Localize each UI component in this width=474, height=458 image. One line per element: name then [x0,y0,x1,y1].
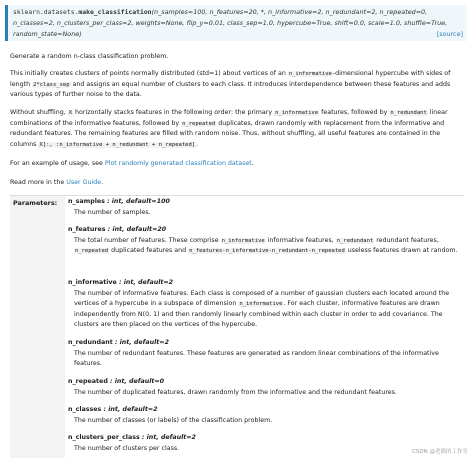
param-n-clusters-per-class: n_clusters_per_class : int, default=2 The number of clusters per class. [68,433,460,454]
code-class-sep: 2*class_sep [32,82,70,88]
user-guide-paragraph: Read more in the User Guide. [10,178,464,189]
code-x: X [68,110,73,116]
param-n-features: n_features : int, default=20 The total number of features. These comprise n_informative informative features, n_redundant redundant features, n_repeated duplicated features and n_features-n_informative-n_redundant-n_repeated useless features drawn at random. [68,225,460,257]
description-paragraph-2: Without shuffling, X horizontally stacks features in the following order: the primary n_informative features, followed by n_redundant linear combinations of the informative features, followed by n_repeated duplicates, drawn randomly with replacement from the informative and redundant features. The remaining features are filled with random noise. Thus, without shuffling, all useful features are contained in the columns X[:, :n_informative + n_redundant + n_repeated]. [10,108,464,150]
source-link[interactable]: [source] [437,29,463,40]
param-n-classes: n_classes : int, default=2 The number of classes (or labels) of the classification problem. [68,405,460,426]
user-guide-link[interactable]: User Guide [66,179,101,186]
parameters-table [10,195,464,458]
param-n-samples: n_samples : int, default=100 The number of samples. [68,197,460,218]
code-n-informative: n_informative [288,71,333,77]
example-paragraph: For an example of usage, see Plot randomly generated classification dataset. [10,159,464,170]
parameters-label: Parameters: [10,196,65,458]
example-link[interactable]: Plot randomly generated classification dataset [105,160,252,167]
code-column-slice: X[:, :n_informative + n_redundant + n_repeated] [38,142,196,148]
param-n-repeated: n_repeated : int, default=0 The number of duplicated features, drawn randomly from the informative and the redundant features. [68,377,460,398]
function-signature [5,5,467,41]
function-args: (n_samples=100, n_features=20, *, n_informative=2, n_redundant=2, n_repeated=0, n_classes=2, n_clusters_per_class=2, weights=None, flip_y=0.01, class_sep=1.0, hypercube=True, shift=0.0, scale=1.0, shuffle=True, random_state=None) [13,8,447,38]
watermark-text: CSDN @老猫的工作室 [412,447,468,455]
description-paragraph-1: This initially creates clusters of points normally distributed (std=1) about vertices of an n_informative-dimensional hypercube with sides of length 2*class_sep and assigns an equal number of clusters to each class. It introduces interdependence between these features and adds various types of further noise to the data. [10,69,464,101]
function-name: make_classification [78,8,151,16]
code-n-repeated: n_repeated [181,121,216,127]
param-n-informative: n_informative : int, default=2 The number of informative features. Each class is composed of a number of gaussian clusters each located around the vertices of a hypercube in a subspace of dimension n_informative. For each cluster, informative features are drawn independently from N(0, 1) and then randomly linearly combined within each cluster in order to add covariance. The clusters are then placed on the vertices of the hypercube. [68,278,460,331]
intro-text: Generate a random n-class classification problem. [10,52,464,63]
code-n-redundant: n_redundant [389,110,427,116]
module-path: sklearn.datasets. [13,8,78,16]
param-n-redundant: n_redundant : int, default=2 The number of redundant features. These features are generated as random linear combinations of the informative features. [68,338,460,370]
code-n-informative-2: n_informative [274,110,319,116]
